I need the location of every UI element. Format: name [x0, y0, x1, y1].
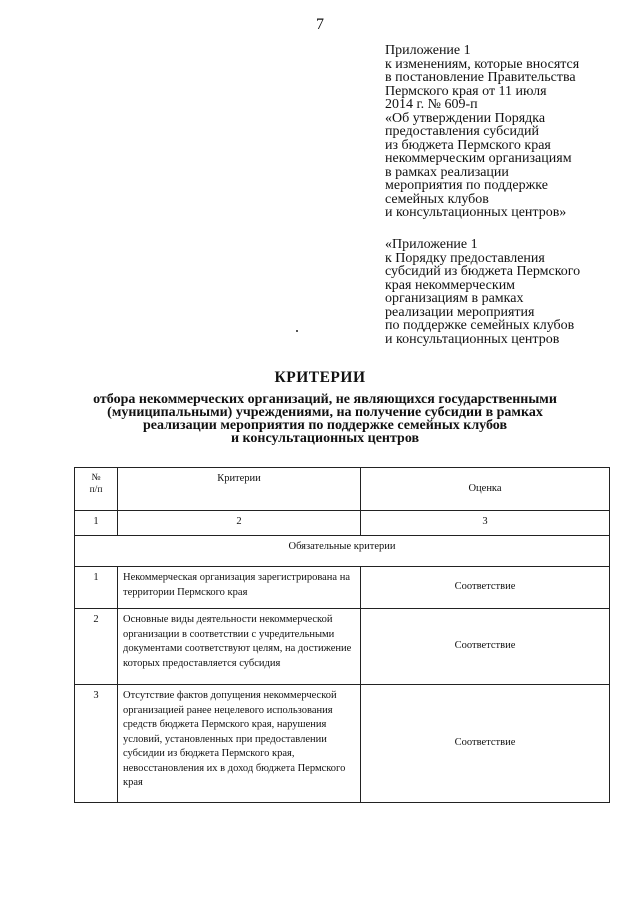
table-row	[75, 567, 610, 609]
column-number: 2	[118, 511, 361, 536]
header-criteria: Критерии	[118, 468, 361, 511]
scan-speck	[296, 330, 298, 332]
appendix-line: к изменениям, которые вносятся	[385, 56, 580, 72]
appendix-line: Приложение 1	[385, 43, 471, 58]
criteria-table	[74, 467, 610, 803]
appendix-line: организациям в рамках	[385, 291, 524, 306]
row-criteria: Основные виды деятельности некоммерческой организации в соответствии с учредительными документами соответствуют целям, на достижение которых предоставляется субсидия	[118, 609, 361, 685]
column-number: 1	[75, 511, 118, 536]
row-criteria: Некоммерческая организация зарегистрирована на территории Пермского края	[118, 567, 361, 609]
appendix-line: в рамках реализации	[385, 164, 509, 180]
table-header-row	[75, 468, 610, 511]
subtitle-line: отбора некоммерческих организаций, не являющихся государственными	[93, 392, 557, 407]
header-num: № п/п	[75, 468, 118, 511]
page-number: 7	[316, 16, 324, 33]
table-row	[75, 685, 610, 803]
appendix-line: мероприятия по поддержке	[385, 178, 548, 193]
section-title: Обязательные критерии	[75, 536, 610, 567]
appendix-line: предоставления субсидий	[385, 124, 540, 139]
appendix-line: в постановление Правительства	[385, 70, 576, 85]
appendix-line: субсидий из бюджета Пермского	[385, 264, 581, 279]
appendix-line: Пермского края от 11 июля	[385, 83, 547, 99]
row-score: Соответствие	[361, 609, 610, 685]
appendix-line: и консультационных центров»	[385, 205, 567, 220]
header-score: Оценка	[361, 468, 610, 511]
document-subtitle	[70, 393, 580, 445]
document-title: КРИТЕРИИ	[274, 369, 366, 386]
row-score: Соответствие	[361, 685, 610, 803]
subtitle-line: (муниципальными) учреждениями, на получение субсидии в рамках	[107, 405, 543, 420]
appendix-line: и консультационных центров	[385, 331, 560, 347]
column-number-row	[75, 511, 610, 536]
appendix-header-secondary	[385, 238, 630, 346]
row-criteria: Отсутствие фактов допущения некоммерческой организацией ранее нецелевого использования средств бюджета Пермского края, нарушения условий, установленных при предоставлении субсидии из бюджета Пермского края, невосстановления их в доход бюджета Пермского края	[118, 685, 361, 803]
appendix-line: «Об утверждении Порядка	[385, 110, 546, 126]
appendix-line: реализации мероприятия	[385, 304, 535, 320]
row-num: 2	[75, 609, 118, 685]
column-number: 3	[361, 511, 610, 536]
table-row	[75, 609, 610, 685]
appendix-line: по поддержке семейных клубов	[385, 318, 575, 333]
appendix-line: к Порядку предоставления	[385, 250, 545, 266]
subtitle-line: и консультационных центров	[230, 431, 420, 446]
row-num: 1	[75, 567, 118, 609]
appendix-line: «Приложение 1	[385, 237, 478, 252]
subtitle-line: реализации мероприятия по поддержке семейных клубов	[142, 418, 508, 433]
row-num: 3	[75, 685, 118, 803]
appendix-line: семейных клубов	[385, 191, 489, 207]
section-row	[75, 536, 610, 567]
row-score: Соответствие	[361, 567, 610, 609]
appendix-line: из бюджета Пермского края	[385, 137, 551, 153]
appendix-line: 2014 г. № 609-п	[385, 97, 478, 112]
appendix-line: некоммерческим организациям	[385, 151, 572, 166]
appendix-header	[385, 44, 630, 220]
appendix-line: края некоммерческим	[385, 277, 516, 293]
